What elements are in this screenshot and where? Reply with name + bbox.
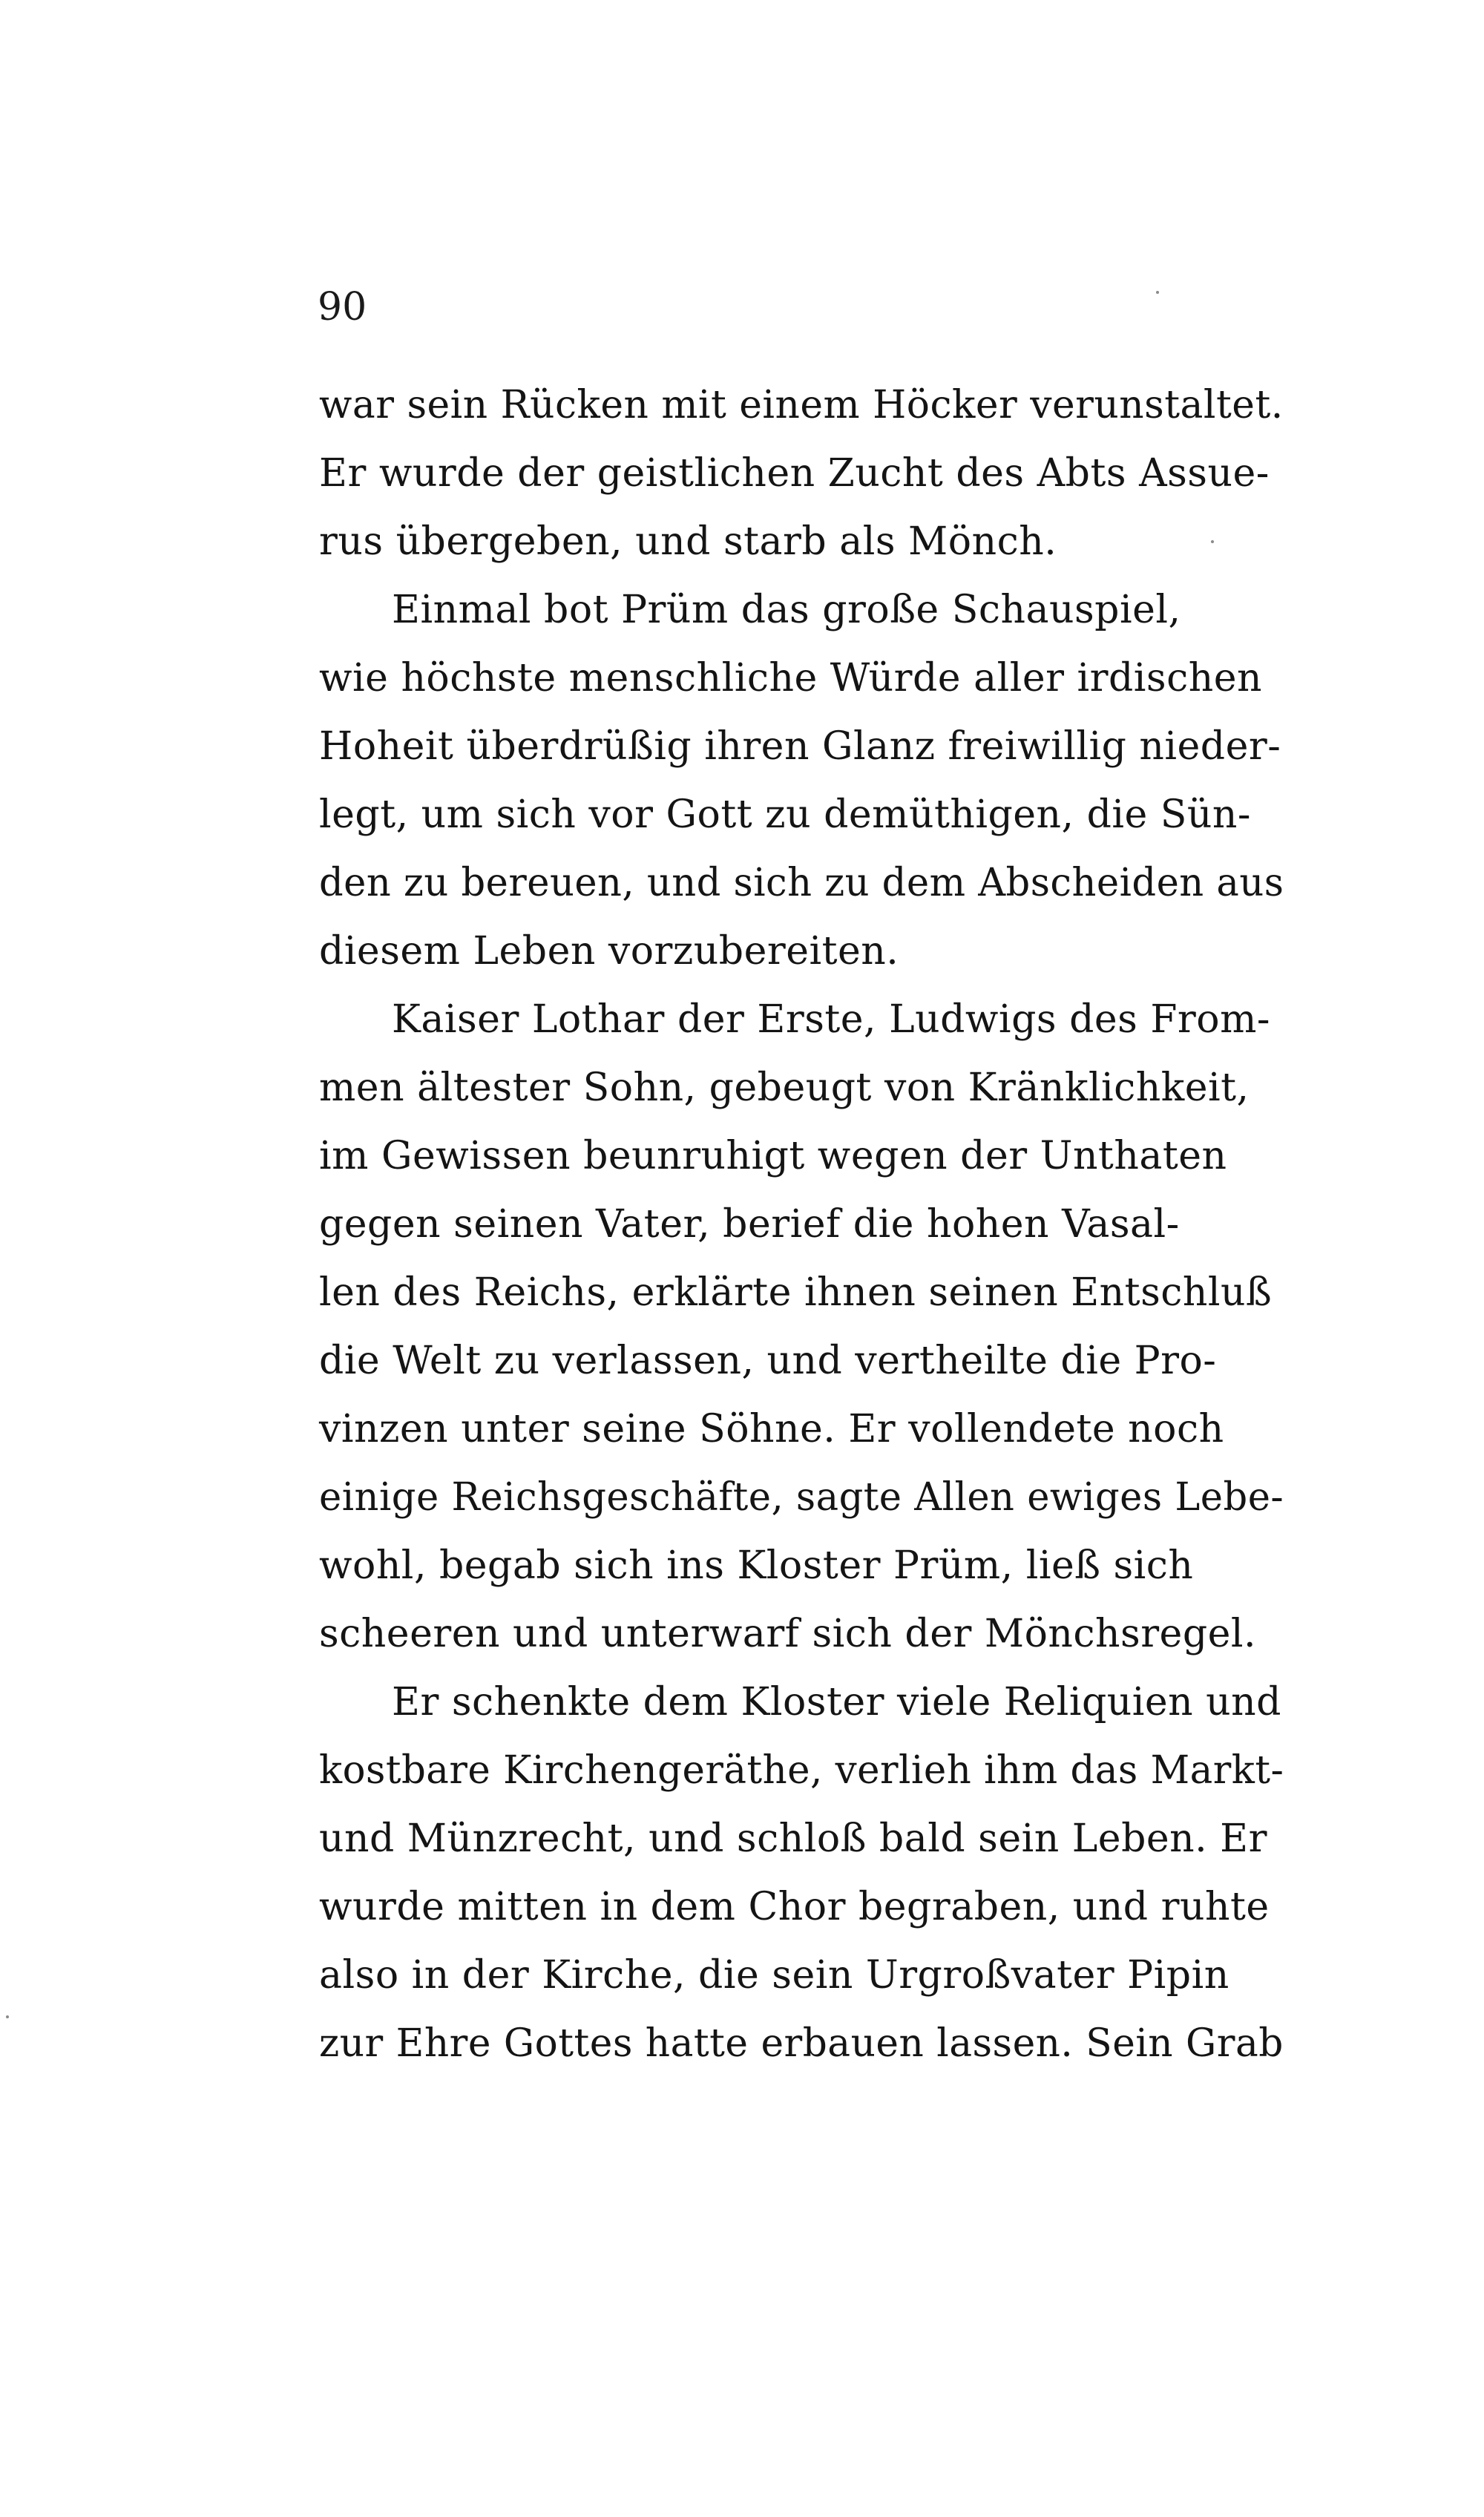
text-line: Hoheit überdrüßig ihren Glanz freiwillig nieder-: [319, 724, 1281, 769]
paper-speck: [1156, 291, 1159, 294]
text-line: und Münzrecht, und schloß bald sein Leben. Er: [319, 1817, 1267, 1861]
text-line: diesem Leben vorzubereiten.: [319, 929, 899, 974]
text-line: Er wurde der geistlichen Zucht des Abts Assue-: [319, 451, 1270, 496]
text-line: len des Reichs, erklärte ihnen seinen Entschluß: [319, 1270, 1273, 1315]
text-line: wie höchste menschliche Würde aller irdischen: [319, 656, 1262, 700]
text-line: legt, um sich vor Gott zu demüthigen, die Sün-: [319, 792, 1251, 837]
paper-speck: [6, 2015, 9, 2018]
text-line: vinzen unter seine Söhne. Er vollendete noch: [319, 1407, 1224, 1451]
text-line: wohl, begab sich ins Kloster Prüm, ließ sich: [319, 1543, 1194, 1588]
text-line: gegen seinen Vater, berief die hohen Vasal-: [319, 1202, 1180, 1247]
text-line: rus übergeben, und starb als Mönch.: [319, 519, 1057, 564]
text-line: kostbare Kirchengeräthe, verlieh ihm das Markt-: [319, 1748, 1284, 1793]
text-line: die Welt zu verlassen, und vertheilte die Pro-: [319, 1339, 1217, 1383]
text-line: men ältester Sohn, gebeugt von Kränklichkeit,: [319, 1066, 1250, 1110]
paragraph-start-line: Einmal bot Prüm das große Schauspiel,: [392, 588, 1181, 632]
text-line: zur Ehre Gottes hatte erbauen lassen. Sein Grab: [319, 2021, 1284, 2066]
page-number: 90: [318, 285, 367, 329]
paragraph-start-line: Er schenkte dem Kloster viele Reliquien und: [392, 1680, 1281, 1725]
text-line: wurde mitten in dem Chor begraben, und ruhte: [319, 1885, 1270, 1929]
text-line: den zu bereuen, und sich zu dem Abscheiden aus: [319, 861, 1284, 905]
text-line: im Gewissen beunruhigt wegen der Unthaten: [319, 1134, 1227, 1178]
paper-speck: [1211, 540, 1214, 543]
text-line: also in der Kirche, die sein Urgroßvater Pipin: [319, 1953, 1229, 1998]
text-line: scheeren und unterwarf sich der Mönchsregel.: [319, 1612, 1257, 1656]
text-line: war sein Rücken mit einem Höcker verunstaltet.: [319, 383, 1284, 427]
paragraph-start-line: Kaiser Lothar der Erste, Ludwigs des From-: [392, 997, 1270, 1042]
text-line: einige Reichsgeschäfte, sagte Allen ewiges Lebe-: [319, 1475, 1284, 1520]
